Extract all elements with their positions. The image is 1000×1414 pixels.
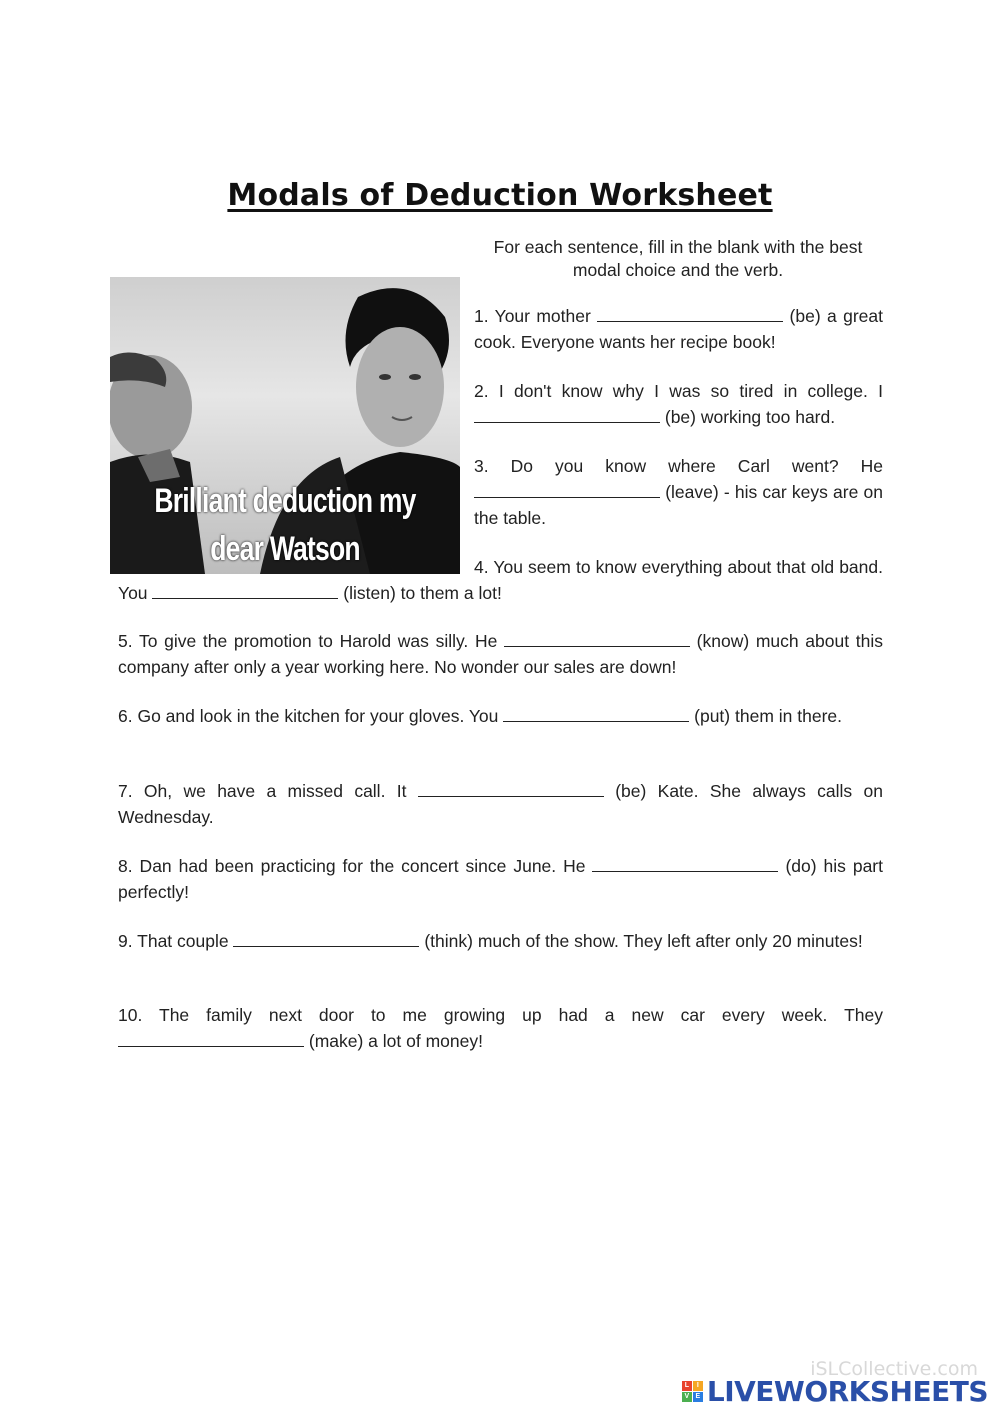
logo-letter: I	[693, 1381, 703, 1391]
question-8	[118, 853, 883, 905]
logo-icon	[682, 1381, 703, 1402]
answer-blank[interactable]	[503, 704, 689, 722]
question-9	[118, 928, 883, 954]
question-1	[474, 303, 883, 355]
question-text: (listen) to them a lot!	[343, 583, 502, 603]
logo-letter: V	[682, 1392, 692, 1402]
page-title: Modals of Deduction Worksheet	[227, 178, 773, 213]
answer-blank[interactable]	[233, 929, 419, 947]
answer-blank[interactable]	[474, 480, 660, 498]
question-text: 6. Go and look in the kitchen for your gloves. You	[118, 706, 499, 726]
logo-text: LIVEWORKSHEETS	[706, 1374, 988, 1408]
question-text: (leave) - his car keys are on the table.	[474, 482, 883, 528]
question-text: 8. Dan had been practicing for the concert since June. He	[118, 856, 586, 876]
question-text: (be) Kate. She always calls on Wednesday.	[118, 781, 883, 827]
logo-letter: E	[693, 1392, 703, 1402]
answer-blank[interactable]	[592, 854, 778, 872]
question-text: 1. Your mother	[474, 306, 591, 326]
image-caption-line1: Brilliant deduction my	[154, 482, 416, 520]
question-text: 2. I don't know why I was so tired in college. I	[474, 381, 883, 401]
islcollective-watermark: iSLCollective.com	[810, 1358, 978, 1380]
answer-blank[interactable]	[474, 405, 660, 423]
question-text: (put) them in there.	[694, 706, 842, 726]
question-text: 3. Do you know where Carl went? He	[474, 456, 883, 476]
question-text: (think) much of the show. They left after only 20 minutes!	[424, 931, 863, 951]
answer-blank[interactable]	[504, 629, 690, 647]
logo-letter: L	[682, 1381, 692, 1391]
question-6	[118, 703, 883, 729]
liveworksheets-logo	[682, 1358, 988, 1408]
illustration	[110, 277, 460, 574]
question-text: 10. The family next door to me growing up had a new car every week. They	[118, 1005, 883, 1025]
question-5	[118, 628, 883, 680]
question-text: (do) his part perfectly!	[118, 856, 884, 902]
answer-blank[interactable]	[597, 304, 783, 322]
question-3	[474, 453, 883, 531]
question-2	[474, 378, 883, 430]
question-10	[118, 1002, 883, 1054]
question-text: (be) a great cook. Everyone wants her recipe book!	[474, 306, 883, 352]
question-text: (be) working too hard.	[664, 407, 836, 427]
instructions: For each sentence, fill in the blank with the best modal choice and the verb.	[493, 237, 863, 280]
answer-blank[interactable]	[418, 779, 604, 797]
question-text: 7. Oh, we have a missed call. It	[118, 781, 407, 801]
question-text: (make) a lot of money!	[308, 1031, 483, 1051]
question-text: (know) much about this company after only a year working here. No wonder our sales are down!	[118, 631, 883, 677]
question-text: 4. You seem to know everything about that old band. You	[118, 557, 883, 603]
answer-blank[interactable]	[152, 581, 338, 599]
question-text: 9. That couple	[118, 931, 229, 951]
answer-blank[interactable]	[118, 1029, 304, 1047]
question-text: 5. To give the promotion to Harold was silly. He	[118, 631, 498, 651]
question-7	[118, 778, 883, 830]
image-caption-line2: dear Watson	[210, 530, 360, 568]
question-4	[118, 554, 883, 606]
